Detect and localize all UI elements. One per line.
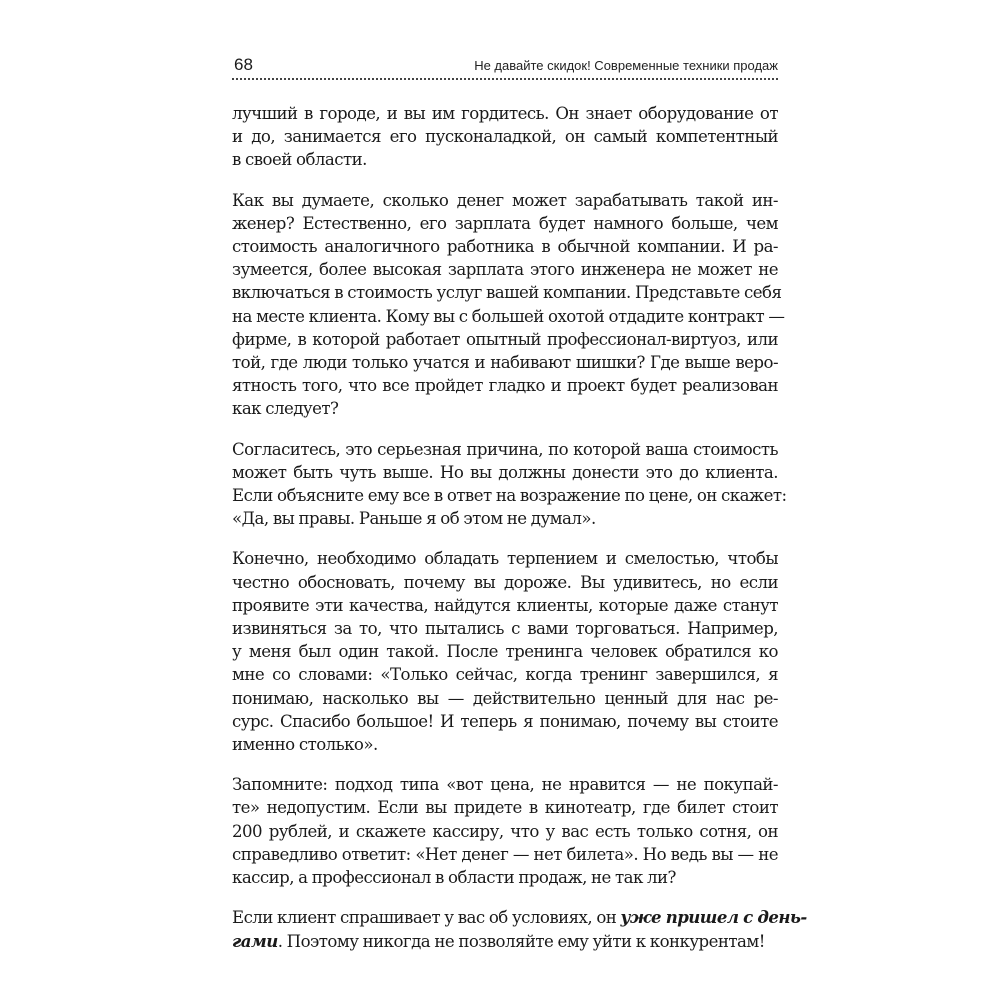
text-line: той, где люди только учатся и набивают шишки? Где выше веро-: [232, 353, 778, 373]
text-line: проявите эти качества, найдутся клиенты, которые даже станут: [232, 595, 778, 615]
text-line: «Да, вы правы. Раньше я об этом не думал».: [232, 509, 596, 529]
text-line: включаться в стоимость услуг вашей компании. Представьте себя: [232, 283, 782, 303]
paragraph: [232, 189, 785, 421]
book-page: [232, 52, 807, 992]
text-line: фирме, в которой работает опытный профессионал-виртуоз, или: [232, 329, 778, 349]
emphasis-text: гами: [232, 930, 278, 951]
text-line: и до, занимается его пусконаладкой, он самый компетентный: [232, 127, 778, 147]
text-line: Как вы думаете, сколько денег может зарабатывать такой ин-: [232, 190, 778, 210]
page-number: 68: [234, 55, 253, 74]
text-line: [232, 906, 807, 929]
text-line: именно столько».: [232, 735, 378, 755]
text-line: честно обосновать, почему вы дороже. Вы удивитесь, но если: [232, 572, 778, 592]
text-line: понимаю, насколько вы — действительно ценный для нас ре-: [232, 688, 778, 708]
body-text: [232, 102, 807, 970]
text-line: Конечно, необходимо обладать терпением и смелостью, чтобы: [232, 549, 778, 569]
text-line: у меня был один такой. После тренинга человек обратился ко: [232, 642, 778, 662]
text-line: Согласитесь, это серьезная причина, по которой ваша стоимость: [232, 439, 778, 459]
paragraph: [232, 102, 778, 172]
paragraph: [232, 547, 778, 756]
text-line: Запомните: подход типа «вот цена, не нравится — не покупай-: [232, 775, 778, 795]
running-title: Не давайте скидок! Современные техники продаж: [474, 58, 778, 73]
page-header: [232, 52, 778, 82]
text-run: . Поэтому никогда не позволяйте ему уйти к конкурентам!: [277, 931, 765, 951]
text-line: ятность того, что все пройдет гладко и проект будет реализован: [232, 376, 778, 396]
paragraph: [232, 773, 778, 889]
text-line: на месте клиента. Кому вы с большей охотой отдадите контракт —: [232, 306, 785, 326]
text-line: лучший в городе, и вы им гордитесь. Он знает оборудование от: [232, 104, 778, 123]
text-line: зумеется, более высокая зарплата этого инженера не может не: [232, 260, 778, 280]
text-line: 200 рублей, и скажете кассиру, что у вас есть только сотня, он: [232, 821, 778, 841]
text-line: те» недопустим. Если вы придете в кинотеатр, где билет стоит: [232, 798, 778, 818]
text-line: справедливо ответит: «Нет денег — нет билета». Но ведь вы — не: [232, 844, 778, 864]
text-line: сурс. Спасибо большое! И теперь я понимаю, почему вы стоите: [232, 711, 778, 731]
text-line: может быть чуть выше. Но вы должны донести это до клиента.: [232, 462, 778, 482]
text-line: [232, 930, 778, 953]
header-dotted-rule: [232, 78, 778, 80]
paragraphs: [232, 102, 787, 889]
text-line: стоимость аналогичного работника в обычной компании. И ра-: [232, 237, 778, 257]
text-line: извиняться за то, что пытались с вами торговаться. Например,: [232, 619, 778, 639]
text-line: женер? Естественно, его зарплата будет намного больше, чем: [232, 213, 778, 233]
text-line: как следует?: [232, 399, 339, 419]
text-line: мне со словами: «Только сейчас, когда тренинг завершился, я: [232, 665, 778, 685]
paragraph: [232, 438, 787, 531]
text-line: в своей области.: [232, 150, 367, 170]
text-line: Если объясните ему все в ответ на возражение по цене, он скажет:: [232, 486, 787, 506]
emphasis-text: уже пришел с день-: [620, 907, 807, 928]
text-run: Если клиент спрашивает у вас об условиях, он: [232, 908, 621, 928]
paragraph-last: [232, 906, 807, 952]
text-line: кассир, а профессионал в области продаж, не так ли?: [232, 868, 676, 888]
